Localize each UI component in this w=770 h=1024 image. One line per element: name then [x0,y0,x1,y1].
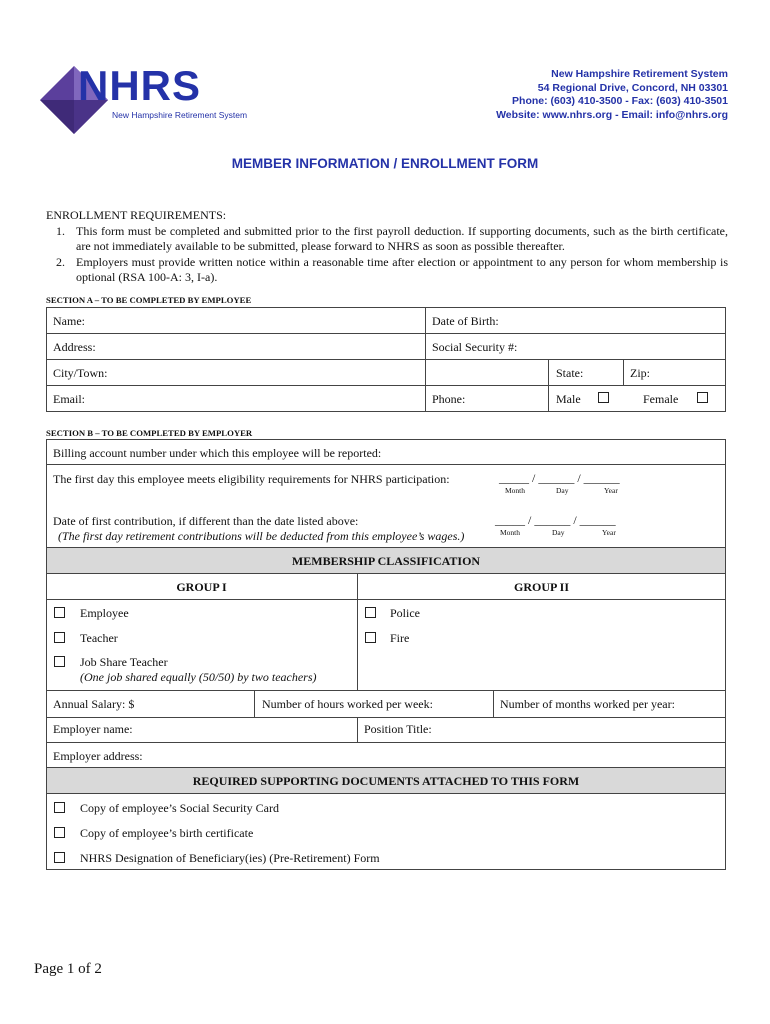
state-field[interactable]: State: [556,366,584,380]
documents-heading: REQUIRED SUPPORTING DOCUMENTS ATTACHED TO THIS FORM [192,774,580,788]
beneficiary-form-checkbox[interactable] [54,852,65,863]
first-contribution-note: (The first day retirement contributions will be deducted from this employee’s wages.) [58,529,465,543]
female-label: Female [643,392,679,406]
day-caption: Day [552,528,565,537]
employee-checkbox[interactable] [54,607,65,618]
enrollment-requirements [46,208,728,286]
fire-label: Fire [390,631,410,645]
zip-field[interactable]: Zip: [630,366,650,380]
male-label: Male [556,392,581,406]
day-caption: Day [556,486,569,495]
email-field[interactable]: Email: [53,392,85,406]
police-checkbox[interactable] [365,607,376,618]
annual-salary-field[interactable]: Annual Salary: $ [53,697,135,711]
position-title-field[interactable]: Position Title: [364,722,432,736]
group-1-heading: GROUP I [176,580,227,594]
document-item: Copy of employee’s Social Security Card [80,801,279,815]
months-per-year-field[interactable]: Number of months worked per year: [500,697,675,711]
birth-certificate-checkbox[interactable] [54,827,65,838]
city-field[interactable]: City/Town: [53,366,108,380]
eligibility-date-label: The first day this employee meets eligibility requirements for NHRS participation: [53,472,450,486]
logo-wordmark: NHRS [78,62,202,109]
hours-per-week-field[interactable]: Number of hours worked per week: [262,697,433,711]
requirement-item: 2. Employers must provide written notice within a reasonable time after election or appointment to any person for whom membership is optional (RSA 100-A: 3, I-a). [56,254,728,284]
year-caption: Year [602,528,616,537]
female-checkbox[interactable] [697,392,708,403]
first-contribution-label: Date of first contribution, if different than the date listed above: [53,514,359,528]
form-title: MEMBER INFORMATION / ENROLLMENT FORM [231,156,539,171]
section-b-label: SECTION B – TO BE COMPLETED BY EMPLOYER [46,428,253,438]
contact-block [496,68,728,122]
name-field[interactable]: Name: [53,314,85,328]
eligibility-date-field[interactable]: _____ / ______ / ______ [499,471,620,485]
fire-checkbox[interactable] [365,632,376,643]
billing-account-field[interactable]: Billing account number under which this employee will be reported: [53,446,382,460]
org-web-email: Website: www.nhrs.org - Email: info@nhrs.org [496,108,728,121]
employer-address-field[interactable]: Employer address: [53,749,143,763]
month-caption: Month [505,486,526,495]
employee-label: Employee [80,606,129,620]
job-share-label: Job Share Teacher [80,655,168,669]
requirements-heading: ENROLLMENT REQUIREMENTS: [46,208,227,222]
teacher-label: Teacher [80,631,118,645]
org-address: 54 Regional Drive, Concord, NH 03301 [537,81,728,94]
group-2-heading: GROUP II [513,580,569,594]
phone-field[interactable]: Phone: [432,392,466,406]
first-contribution-date-field[interactable]: _____ / ______ / ______ [495,513,616,527]
document-item: Copy of employee’s birth certificate [80,826,254,840]
employer-name-field[interactable]: Employer name: [53,722,133,736]
logo-subtext: New Hampshire Retirement System [112,110,248,120]
male-checkbox[interactable] [598,392,609,403]
dob-field[interactable]: Date of Birth: [432,314,499,328]
address-field[interactable]: Address: [53,340,96,354]
requirement-item: 1. This form must be completed and submitted prior to the first payroll deduction. If supporting documents, such as the birth certificate, are not immediately available to be submitted, please forward to NHRS as soon as possible thereafter. [56,223,728,253]
job-share-note: (One job shared equally (50/50) by two teachers) [80,670,317,684]
classification-heading: MEMBERSHIP CLASSIFICATION [291,554,481,568]
job-share-checkbox[interactable] [54,656,65,667]
section-a-label: SECTION A – TO BE COMPLETED BY EMPLOYEE [46,295,252,305]
month-caption: Month [500,528,521,537]
org-name: New Hampshire Retirement System [551,68,728,80]
ssn-field[interactable]: Social Security #: [432,340,518,354]
police-label: Police [390,606,420,620]
page-number: Page 1 of 2 [34,961,102,977]
org-phone-fax: Phone: (603) 410-3500 - Fax: (603) 410-3501 [512,95,728,107]
ssn-card-checkbox[interactable] [54,802,65,813]
year-caption: Year [604,486,618,495]
document-item: NHRS Designation of Beneficiary(ies) (Pre-Retirement) Form [80,851,380,865]
teacher-checkbox[interactable] [54,632,65,643]
